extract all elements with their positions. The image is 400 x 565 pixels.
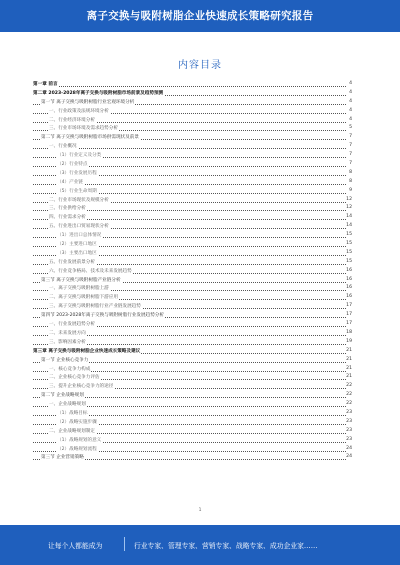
toc-entry-label: 三、提升企业核心竞争力的途径 xyxy=(49,384,114,390)
toc-entry[interactable] xyxy=(33,98,352,107)
toc-entry-label: 三、行业市场环境及需求趋势分析 xyxy=(49,126,118,132)
toc-entry-page: 15 xyxy=(346,258,352,264)
header-banner xyxy=(0,0,400,32)
toc-entry-label: 第三章 离子交换与吸附树脂企业快速成长策略及建议 xyxy=(33,348,141,354)
toc-entry[interactable] xyxy=(33,436,352,445)
toc-entry[interactable] xyxy=(33,151,352,160)
toc-entry[interactable] xyxy=(33,142,352,151)
toc-entry-page: 4 xyxy=(349,107,352,113)
toc-entry-label: 三、行业供给分析 xyxy=(49,206,86,212)
toc-entry-page: 22 xyxy=(346,383,352,389)
toc-entry[interactable] xyxy=(33,249,352,258)
toc-entry-page: 5 xyxy=(349,125,352,131)
toc-entry-label: （1）行业定义及分类 xyxy=(57,153,102,159)
toc-entry[interactable] xyxy=(33,391,352,400)
toc-entry-label: 第二章 2023-2028年离子交换与吸附树脂市场前景及趋势预测 xyxy=(33,90,164,96)
toc-entry[interactable] xyxy=(33,222,352,231)
toc-entry[interactable] xyxy=(33,293,352,302)
toc-leader-dots xyxy=(33,86,346,87)
toc-entry-label: 一、核心竞争力构成 xyxy=(49,366,91,372)
toc-entry-page: 15 xyxy=(346,232,352,238)
toc-entry-label: 一、离子交换与吸附树脂上游 xyxy=(49,286,109,292)
toc-entry[interactable] xyxy=(33,453,352,462)
toc-entry-label: 一、行业政策及法规环境分析 xyxy=(49,108,109,114)
toc-entry[interactable] xyxy=(33,240,352,249)
footer-divider xyxy=(124,537,125,551)
report-title: 离子交换与吸附树脂企业快速成长策略研究报告 xyxy=(86,10,314,22)
toc-entry-page: 16 xyxy=(346,267,352,273)
toc-entry-page: 7 xyxy=(349,134,352,140)
toc-entry-label: 第一节 离子交换与吸附树脂行业宏观环境分析 xyxy=(41,99,135,105)
toc-entry[interactable] xyxy=(33,89,352,98)
toc-entry[interactable] xyxy=(33,284,352,293)
toc-entry-page: 7 xyxy=(349,152,352,158)
toc-entry-label: 第二节 离子交换与吸附树脂市场供需现状及前景 xyxy=(41,135,139,141)
toc-entry-label: 四、行业需求分析 xyxy=(49,215,86,221)
toc-entry-page: 4 xyxy=(349,98,352,104)
toc-entry-page: 21 xyxy=(346,347,352,353)
toc-entry-label: 五、行业发展前景分析 xyxy=(49,259,95,265)
toc-entry[interactable] xyxy=(33,347,352,356)
toc-entry[interactable] xyxy=(33,400,352,409)
toc-entry-label: （2）战略规划流程 xyxy=(57,446,97,452)
footer-slogan: 让每个人都能成为 xyxy=(48,542,103,550)
toc-entry[interactable] xyxy=(33,160,352,169)
toc-entry-label: 第一章 前言 xyxy=(33,82,58,87)
toc-entry-page: 21 xyxy=(346,356,352,362)
toc-entry-page: 12 xyxy=(346,196,352,202)
toc-entry[interactable] xyxy=(33,382,352,391)
toc-entry-page: 12 xyxy=(346,205,352,211)
toc-entry[interactable] xyxy=(33,169,352,178)
toc-entry-label: 二、行业经济环境分析 xyxy=(49,117,95,123)
toc-entry-page: 7 xyxy=(349,143,352,149)
page-number: 1 xyxy=(198,508,202,513)
toc-entry-page: 8 xyxy=(349,169,352,175)
toc-entry[interactable] xyxy=(33,231,352,240)
toc-entry[interactable] xyxy=(33,213,352,222)
toc-entry[interactable] xyxy=(33,302,352,311)
toc-entry-page: 7 xyxy=(349,161,352,167)
toc-entry[interactable] xyxy=(33,187,352,196)
toc-entry-page: 4 xyxy=(349,81,352,86)
toc-entry-page: 4 xyxy=(349,116,352,122)
toc-entry-page: 15 xyxy=(346,249,352,255)
toc-entry-page: 17 xyxy=(346,321,352,327)
toc-entry-label: 第四节 2023-2028年离子交换与吸附树脂行业发展趋势分析 xyxy=(41,313,164,319)
toc-entry-page: 23 xyxy=(346,436,352,442)
toc-entry-label: （1）进出口总体情况 xyxy=(57,233,102,239)
toc-entry-page: 19 xyxy=(346,338,352,344)
toc-entry-label: （2）主要进口地区 xyxy=(57,242,97,248)
toc-entry-label: 三、影响因素分析 xyxy=(49,339,86,345)
toc-entry-label: （1）战略目标 xyxy=(57,410,88,416)
toc-entry[interactable] xyxy=(33,365,352,374)
toc-entry[interactable] xyxy=(33,311,352,320)
toc-entry[interactable] xyxy=(33,107,352,116)
toc-entry[interactable] xyxy=(33,204,352,213)
toc-entry[interactable] xyxy=(33,178,352,187)
toc-entry-label: （4）产业链 xyxy=(57,179,83,185)
toc-entry-page: 16 xyxy=(346,276,352,282)
toc-entry-label: （2）战略实施步骤 xyxy=(57,419,97,425)
toc-entry-label: 二、离子交换与吸附树脂下游应用 xyxy=(49,295,118,301)
toc-entry-page: 23 xyxy=(346,427,352,433)
footer-banner xyxy=(0,525,400,565)
toc-entry[interactable] xyxy=(33,418,352,427)
toc-entry-page: 24 xyxy=(346,454,352,460)
toc-entry-label: （5）行业生命周期 xyxy=(57,188,97,194)
toc-entry[interactable] xyxy=(33,427,352,436)
toc-entry[interactable] xyxy=(33,373,352,382)
toc-entry-label: 第一节 企业核心竞争力 xyxy=(41,357,89,363)
toc-entry[interactable] xyxy=(33,329,352,338)
toc-entry-label: 第三节 离子交换与吸附树脂产业链分析 xyxy=(41,277,121,283)
toc-entry[interactable] xyxy=(33,80,352,89)
toc-entry[interactable] xyxy=(33,196,352,205)
toc-entry-label: 二、企业战略规划制定 xyxy=(49,428,95,434)
toc-entry[interactable] xyxy=(33,320,352,329)
toc-entry-page: 21 xyxy=(346,374,352,380)
toc-entry-page: 16 xyxy=(346,285,352,291)
toc-entry[interactable] xyxy=(33,133,352,142)
toc-entry-page: 14 xyxy=(346,223,352,229)
toc-entry-page: 18 xyxy=(346,329,352,335)
toc-entry-page: 8 xyxy=(349,178,352,184)
toc-entry-label: 五、行业进出口贸易现状分析 xyxy=(49,224,109,230)
toc-entry[interactable] xyxy=(33,116,352,125)
toc-entry-label: 六、行业竞争格局、技术及未来发展趋势 xyxy=(49,268,132,274)
toc-entry-label: 一、行业发展趋势分析 xyxy=(49,322,95,328)
toc-entry-page: 21 xyxy=(346,365,352,371)
table-of-contents xyxy=(33,80,352,462)
toc-entry-label: （1）战略规划的意义 xyxy=(57,437,102,443)
toc-entry[interactable] xyxy=(33,267,352,276)
toc-entry[interactable] xyxy=(33,409,352,418)
toc-entry-label: 三、离子交换与吸附树脂行业产业链发展趋势 xyxy=(49,304,141,310)
toc-entry-page: 22 xyxy=(346,392,352,398)
toc-entry-label: 二、未来发展方向 xyxy=(49,330,86,336)
toc-entry-page: 17 xyxy=(346,303,352,309)
toc-entry[interactable] xyxy=(33,338,352,347)
toc-entry[interactable] xyxy=(33,445,352,454)
toc-heading: 内容目录 xyxy=(178,60,222,71)
toc-entry[interactable] xyxy=(33,276,352,285)
toc-entry-page: 22 xyxy=(346,401,352,407)
toc-entry-label: （2）行业特点 xyxy=(57,162,88,168)
toc-entry-page: 17 xyxy=(346,312,352,318)
toc-entry-label: 二、行业市场现状及规模分析 xyxy=(49,197,109,203)
toc-entry-page: 24 xyxy=(346,445,352,451)
toc-entry-page: 14 xyxy=(346,214,352,220)
toc-entry-page: 23 xyxy=(346,418,352,424)
toc-entry-label: 二、企业核心竞争力评估 xyxy=(49,375,100,381)
toc-entry-page: 23 xyxy=(346,409,352,415)
toc-entry-label: 一、行业概况 xyxy=(49,144,77,150)
toc-entry-page: 15 xyxy=(346,241,352,247)
toc-entry-label: 一、企业战略规划 xyxy=(49,402,86,408)
toc-entry-page: 16 xyxy=(346,294,352,300)
toc-entry[interactable] xyxy=(33,258,352,267)
toc-leader-dots xyxy=(33,148,346,149)
toc-entry[interactable] xyxy=(33,124,352,133)
toc-entry-label: 第三节 企业营销策略 xyxy=(41,455,84,461)
toc-entry-label: （3）主要出口地区 xyxy=(57,250,97,256)
toc-entry[interactable] xyxy=(33,356,352,365)
toc-entry-page: 9 xyxy=(349,187,352,193)
toc-entry-label: 第二节 企业战略规划 xyxy=(41,393,84,399)
footer-tagline: 行业专家、管理专家、营销专家、战略专家、成功企业家…… xyxy=(134,542,318,550)
toc-entry-label: （3）行业发展历程 xyxy=(57,170,97,176)
toc-entry-page: 4 xyxy=(349,89,352,95)
